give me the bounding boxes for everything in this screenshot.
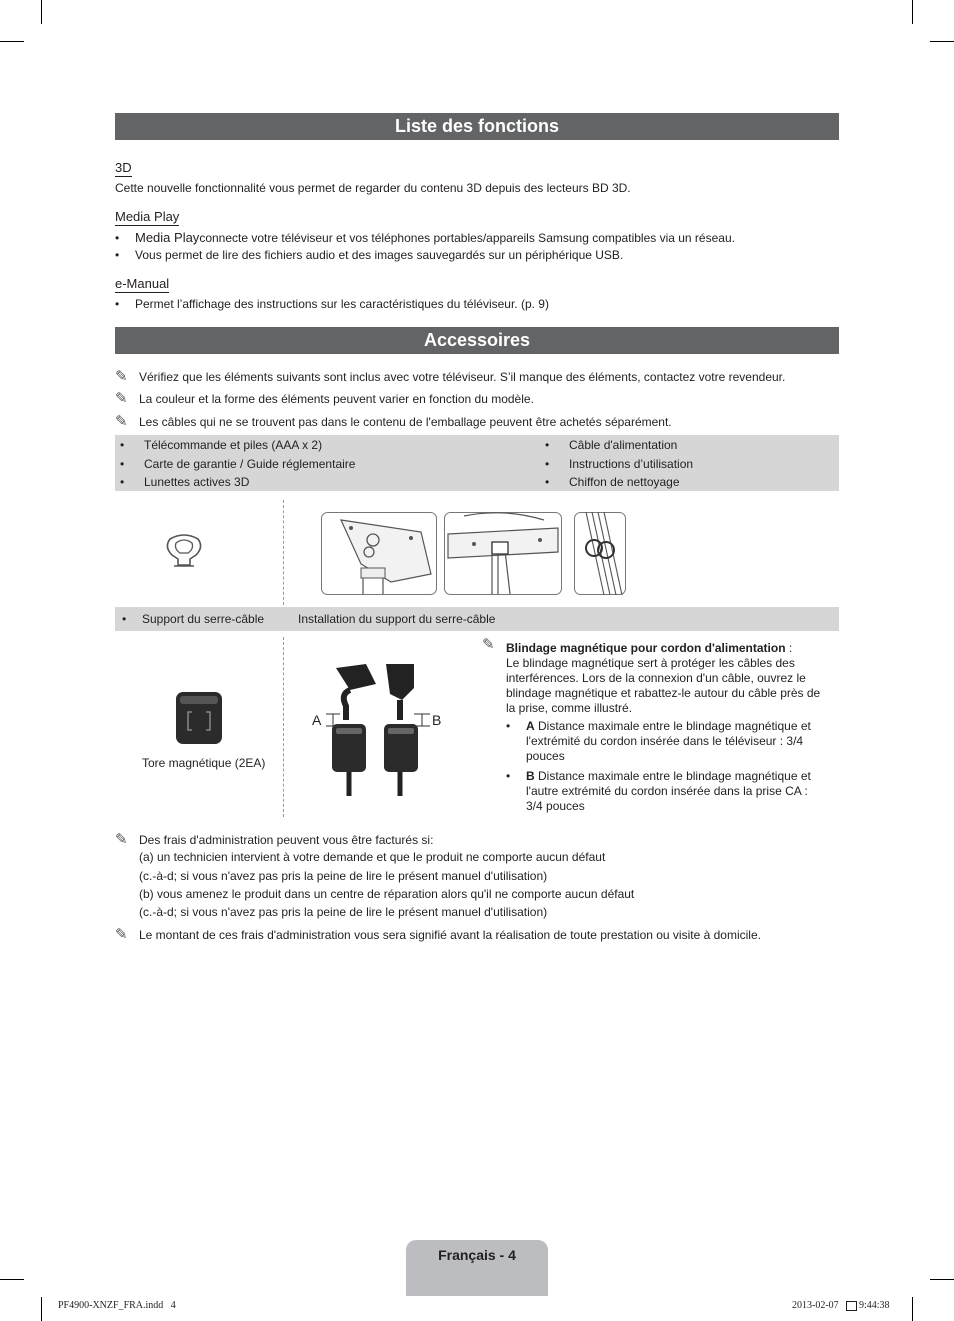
note-text: La couleur et la forme des éléments peuvent varier en fonction du modèle.	[139, 392, 534, 406]
item-text: Télécommande et piles (AAA x 2)	[144, 438, 323, 452]
note-text: Vérifiez que les éléments suivants sont inclus avec votre téléviseur. S’il manque des éléments, contactez votre revendeur.	[139, 370, 786, 384]
pencil-icon: ✎	[115, 368, 128, 385]
install-label: Installation du support du serre-câble	[298, 612, 496, 626]
ferrite-description	[506, 641, 826, 716]
pencil-icon: ✎	[115, 413, 128, 430]
fee-line: (c.-à-d; si vous n'avez pas pris la peine de lire le présent manuel d'utilisation)	[139, 869, 548, 883]
note	[115, 832, 433, 848]
pencil-icon: ✎	[482, 636, 495, 653]
crop-mark	[0, 1279, 24, 1280]
crop-mark	[41, 1297, 42, 1321]
page-number-tab: Français - 4	[406, 1240, 548, 1296]
crop-mark	[0, 41, 24, 42]
item-a-bold: A	[526, 719, 535, 733]
crop-mark	[912, 0, 913, 24]
item-text: Support du serre-câble	[142, 612, 265, 626]
crop-mark	[930, 1279, 954, 1280]
note	[115, 391, 534, 407]
ferrite-item-b: • B Distance maximale entre le blindage magnétique et l'autre extrémité du cordon insérée dans la prise CA : 3/4 pouces	[506, 769, 811, 813]
footer-time: 9:44:38	[859, 1300, 890, 1311]
footer-date: 2013-02-07	[792, 1300, 839, 1311]
label-a: A	[312, 712, 322, 728]
calendar-icon	[846, 1301, 857, 1311]
ferrite-desc: Le blindage magnétique sert à protéger les câbles des interférences. Lors de la connexion d'un câble, ouvrez le blindage magnétique et rabattez-le autour du câble près de la prise, comme illustré.	[506, 656, 821, 715]
install-step-1-image	[321, 512, 437, 595]
fee-line: (a) un technicien intervient à votre demande et que le produit ne comporte aucun défaut	[139, 850, 606, 864]
footer-file: PF4900-XNZF_FRA.indd 4	[58, 1300, 176, 1311]
item-text: Carte de garantie / Guide réglementaire	[144, 457, 356, 471]
note	[115, 927, 761, 943]
list-item: • Carte de garantie / Guide réglementaire	[120, 457, 356, 471]
media-bold: Media Play	[135, 230, 200, 245]
divider	[283, 500, 284, 605]
ferrite-label: Tore magnétique (2EA)	[142, 756, 266, 770]
install-step-3-image	[574, 512, 626, 595]
media-bullet-text: Vous permet de lire des fichiers audio et des images sauvegardés sur un périphérique USB.	[135, 248, 624, 262]
list-item: • Support du serre-câble	[122, 612, 265, 626]
section-title-features: Liste des fonctions	[115, 113, 839, 140]
power-cord-ferrite-image	[310, 660, 450, 800]
ferrite-item-a: • A Distance maximale entre le blindage magnétique et l'extrémité du cordon insérée dans le téléviseur : 3/4 pouces	[506, 719, 811, 763]
section-title-accessories: Accessoires	[115, 327, 839, 354]
list-item: • Télécommande et piles (AAA x 2)	[120, 438, 323, 452]
ferrite-core-icon	[174, 690, 224, 746]
feature-media-bullet: • Vous permet de lire des fichiers audio et des images sauvegardés sur un périphérique USB.	[115, 248, 624, 262]
pencil-icon: ✎	[115, 926, 128, 943]
feature-media-bullet: • Media Playconnecte votre téléviseur et vos téléphones portables/appareils Samsung compatibles via un réseau.	[115, 230, 735, 245]
item-b-bold: B	[526, 769, 535, 783]
list-item: • Instructions d’utilisation	[545, 457, 694, 471]
install-step-2-image	[444, 512, 562, 595]
media-rest: connecte votre téléviseur et vos téléphones portables/appareils Samsung compatibles via un réseau.	[199, 231, 735, 245]
crop-mark	[930, 41, 954, 42]
fee-line: (b) vous amenez le produit dans un centre de réparation alors qu'il ne comporte aucun défaut	[139, 887, 635, 901]
divider	[283, 637, 284, 817]
pencil-icon: ✎	[115, 831, 128, 848]
feature-emanual-title: e-Manual	[115, 276, 170, 291]
item-b-text: Distance maximale entre le blindage magnétique et l'autre extrémité du cordon insérée dans la prise CA : 3/4 pouces	[526, 769, 811, 813]
item-text: Instructions d’utilisation	[569, 457, 694, 471]
note-text: Le montant de ces frais d'administration vous sera signifié avant la réalisation de toute prestation ou visite à domicile.	[139, 928, 761, 942]
fee-line: (c.-à-d; si vous n'avez pas pris la peine de lire le présent manuel d'utilisation)	[139, 905, 548, 919]
item-text: Lunettes actives 3D	[144, 475, 250, 489]
cable-holder-icon	[160, 533, 208, 573]
list-item: • Câble d'alimentation	[545, 438, 678, 452]
note-text: Des frais d'administration peuvent vous être facturés si:	[139, 833, 434, 847]
feature-media-title: Media Play	[115, 209, 180, 224]
pencil-icon: ✎	[115, 390, 128, 407]
ferrite-title: Blindage magnétique pour cordon d'alimentation	[506, 641, 786, 655]
emanual-bullet-text: Permet l’affichage des instructions sur les caractéristiques du téléviseur. (p. 9)	[135, 297, 549, 311]
feature-3d-desc: Cette nouvelle fonctionnalité vous permet de regarder du contenu 3D depuis des lecteurs BD 3D.	[115, 181, 631, 195]
ferrite-colon: :	[785, 641, 793, 655]
note	[115, 414, 672, 430]
crop-mark	[912, 1297, 913, 1321]
note	[115, 369, 785, 385]
feature-emanual-bullet: • Permet l’affichage des instructions sur les caractéristiques du téléviseur. (p. 9)	[115, 297, 549, 311]
feature-3d-title: 3D	[115, 160, 132, 175]
list-item: • Chiffon de nettoyage	[545, 475, 680, 489]
item-a-text: Distance maximale entre le blindage magnétique et l'extrémité du cordon insérée dans le téléviseur : 3/4 pouces	[526, 719, 811, 763]
item-text: Câble d'alimentation	[569, 438, 678, 452]
label-b: B	[432, 712, 442, 728]
item-text: Chiffon de nettoyage	[569, 475, 680, 489]
list-item: • Lunettes actives 3D	[120, 475, 250, 489]
crop-mark	[41, 0, 42, 24]
note-text: Les câbles qui ne se trouvent pas dans le contenu de l'emballage peuvent être achetés séparément.	[139, 415, 672, 429]
